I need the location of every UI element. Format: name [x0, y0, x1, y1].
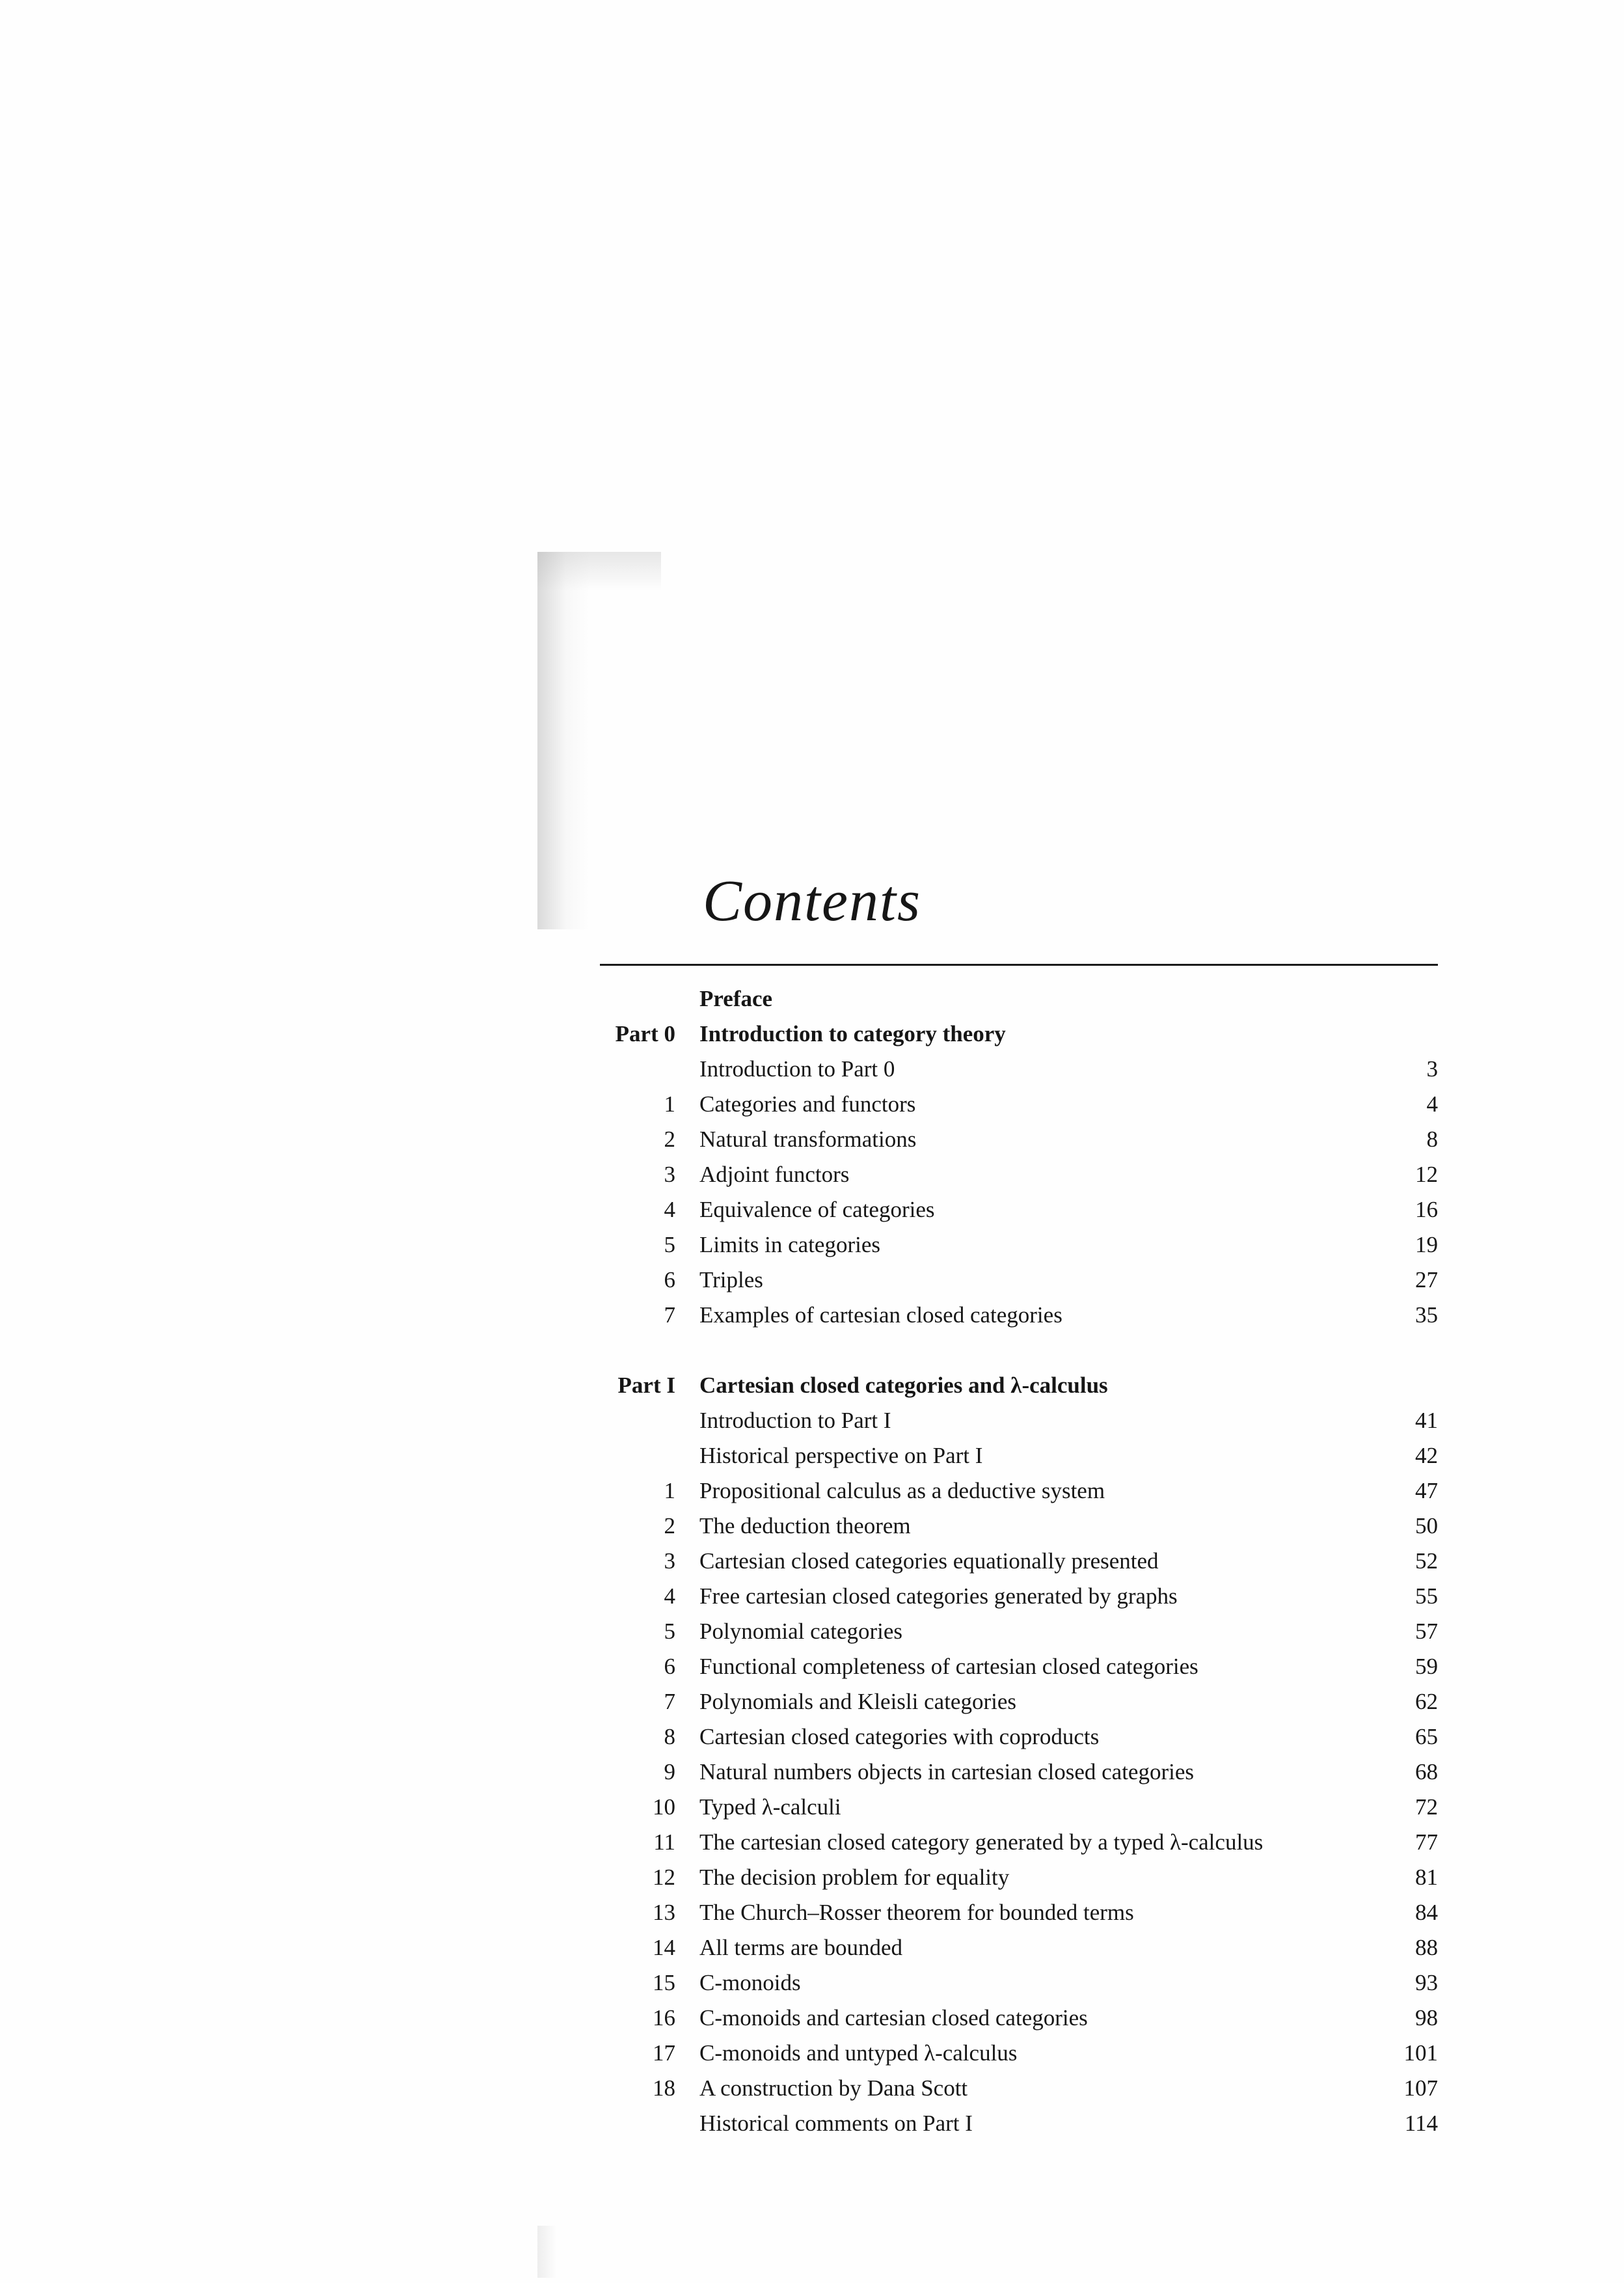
toc-entry-title: The cartesian closed category generated by a typed λ-calculus [699, 1829, 1264, 1855]
toc-entry-number: 4 [664, 1197, 675, 1222]
toc-entry-page: 72 [1415, 1794, 1438, 1820]
toc-part-heading [586, 1368, 1438, 1403]
toc-entry-page: 19 [1415, 1232, 1438, 1257]
toc-row [586, 1227, 1438, 1263]
toc-row [586, 1052, 1438, 1087]
toc-entry-number: 2 [664, 1127, 675, 1152]
toc-row [586, 1403, 1438, 1438]
toc-entry-page: 65 [1415, 1724, 1438, 1749]
toc-row [586, 1719, 1438, 1755]
toc-entry-page: 114 [1404, 2111, 1438, 2136]
part1-entries [586, 1403, 1438, 2141]
toc-entry-title: C-monoids [699, 1970, 801, 1995]
toc-entry-title: Preface [699, 986, 773, 1011]
toc-entry-title: Natural numbers objects in cartesian closed categories [699, 1759, 1194, 1784]
toc-entry-title: All terms are bounded [699, 1935, 902, 1960]
toc-entry-title: C-monoids and untyped λ-calculus [699, 2040, 1018, 2066]
toc-row [586, 1579, 1438, 1614]
toc-entry-page: 55 [1415, 1583, 1438, 1609]
toc-entry-title: Examples of cartesian closed categories [699, 1302, 1062, 1328]
toc-row [586, 2001, 1438, 2036]
toc-row [586, 1263, 1438, 1298]
toc-row [586, 1614, 1438, 1649]
toc-entry-title: Cartesian closed categories equationally presented [699, 1548, 1159, 1574]
toc-entry-page: 57 [1415, 1619, 1438, 1644]
toc-entry-title: Free cartesian closed categories generated by graphs [699, 1583, 1178, 1609]
toc-row [586, 1755, 1438, 1790]
toc-entry-page: 107 [1403, 2075, 1438, 2101]
toc-entry-number: 11 [653, 1829, 675, 1855]
toc-row [586, 1473, 1438, 1509]
toc-row [586, 2071, 1438, 2106]
toc-entry-title: Limits in categories [699, 1232, 880, 1257]
toc-entry-title: Polynomials and Kleisli categories [699, 1689, 1016, 1714]
toc-entry-page: 84 [1415, 1900, 1438, 1925]
toc-entry-title: Cartesian closed categories with coproducts [699, 1724, 1100, 1749]
toc-entry-page: 35 [1415, 1302, 1438, 1328]
toc-entry-title: Equivalence of categories [699, 1197, 935, 1222]
toc-entry-number: 13 [653, 1900, 675, 1925]
toc-entry-page: 50 [1415, 1513, 1438, 1538]
toc-entry-number: 14 [653, 1935, 675, 1960]
title-rule [600, 964, 1438, 966]
toc-row [586, 1122, 1438, 1157]
toc-entry-page: 68 [1415, 1759, 1438, 1784]
toc-row [586, 1790, 1438, 1825]
toc-entry-title: C-monoids and cartesian closed categories [699, 2005, 1088, 2030]
part-spacer [586, 1333, 1438, 1368]
toc-entry-page: 101 [1403, 2040, 1438, 2066]
toc-entry-page: 88 [1415, 1935, 1438, 1960]
toc-row [586, 2106, 1438, 2141]
table-of-contents [586, 981, 1438, 2141]
toc-entry-title: Polynomial categories [699, 1619, 903, 1644]
toc-entry-number: 15 [653, 1970, 675, 1995]
toc-entry-number: 4 [664, 1583, 675, 1609]
part-label: Part 0 [615, 1021, 675, 1046]
toc-entry-page: 93 [1415, 1970, 1438, 1995]
toc-row-preface [586, 981, 1438, 1017]
toc-entry-page: 81 [1415, 1865, 1438, 1890]
part-title: Cartesian closed categories and λ-calculus [699, 1373, 1108, 1398]
toc-entry-page: 8 [1426, 1127, 1438, 1152]
toc-entry-number: 5 [664, 1232, 675, 1257]
toc-part-heading [586, 1017, 1438, 1052]
toc-entry-title: The deduction theorem [699, 1513, 911, 1538]
part-title: Introduction to category theory [699, 1021, 1006, 1046]
toc-entry-page: 62 [1415, 1689, 1438, 1714]
toc-entry-number: 16 [653, 2005, 675, 2030]
toc-row [586, 1930, 1438, 1965]
toc-entry-title: The decision problem for equality [699, 1865, 1010, 1890]
toc-entry-title: Adjoint functors [699, 1162, 850, 1187]
toc-row [586, 1544, 1438, 1579]
toc-row [586, 1192, 1438, 1227]
toc-row [586, 1087, 1438, 1122]
toc-entry-page: 77 [1415, 1829, 1438, 1855]
toc-entry-number: 12 [653, 1865, 675, 1890]
toc-entry-number: 1 [664, 1478, 675, 1503]
toc-entry-number: 8 [664, 1724, 675, 1749]
toc-row [586, 1649, 1438, 1684]
toc-row [586, 1825, 1438, 1860]
toc-entry-page: 59 [1415, 1654, 1438, 1679]
toc-entry-number: 6 [664, 1654, 675, 1679]
toc-entry-title: Functional completeness of cartesian closed categories [699, 1654, 1198, 1679]
toc-entry-number: 2 [664, 1513, 675, 1538]
toc-entry-page: 47 [1415, 1478, 1438, 1503]
page-title: Contents [703, 869, 922, 933]
scan-shadow-bottom [537, 2226, 557, 2278]
part0-entries [586, 1052, 1438, 1333]
toc-entry-number: 7 [664, 1302, 675, 1328]
toc-entry-number: 7 [664, 1689, 675, 1714]
toc-entry-page: 4 [1426, 1091, 1438, 1117]
toc-entry-page: 52 [1415, 1548, 1438, 1574]
toc-entry-number: 9 [664, 1759, 675, 1784]
toc-entry-title: Historical comments on Part I [699, 2111, 973, 2136]
toc-entry-title: A construction by Dana Scott [699, 2075, 968, 2101]
toc-entry-page: 42 [1415, 1443, 1438, 1468]
toc-entry-number: 3 [664, 1548, 675, 1574]
toc-entry-number: 3 [664, 1162, 675, 1187]
toc-entry-title: Natural transformations [699, 1127, 917, 1152]
toc-entry-page: 41 [1415, 1408, 1438, 1433]
toc-entry-title: Introduction to Part 0 [699, 1056, 895, 1082]
toc-row [586, 1965, 1438, 2001]
toc-entry-number: 17 [653, 2040, 675, 2066]
part-label: Part I [617, 1373, 675, 1398]
toc-entry-page: 98 [1415, 2005, 1438, 2030]
toc-entry-title: Introduction to Part I [699, 1408, 891, 1433]
toc-entry-title: Categories and functors [699, 1091, 916, 1117]
toc-entry-title: Typed λ-calculi [699, 1794, 841, 1820]
toc-entry-page: 16 [1415, 1197, 1438, 1222]
toc-entry-title: Historical perspective on Part I [699, 1443, 983, 1468]
scan-shadow-top [537, 552, 661, 591]
toc-entry-title: Triples [699, 1267, 763, 1292]
toc-row [586, 1895, 1438, 1930]
toc-row [586, 1438, 1438, 1473]
toc-row [586, 1157, 1438, 1192]
toc-entry-title: The Church–Rosser theorem for bounded terms [699, 1900, 1134, 1925]
toc-row [586, 1860, 1438, 1895]
toc-entry-page: 27 [1415, 1267, 1438, 1292]
toc-entry-page: 12 [1415, 1162, 1438, 1187]
toc-entry-number: 5 [664, 1619, 675, 1644]
toc-entry-page: 3 [1426, 1056, 1438, 1082]
toc-row [586, 1298, 1438, 1333]
toc-row [586, 1684, 1438, 1719]
toc-row [586, 1509, 1438, 1544]
scan-shadow [537, 552, 589, 929]
toc-entry-number: 10 [653, 1794, 675, 1820]
toc-entry-number: 1 [664, 1091, 675, 1117]
toc-row [586, 2036, 1438, 2071]
toc-entry-title: Propositional calculus as a deductive system [699, 1478, 1105, 1503]
toc-entry-number: 6 [664, 1267, 675, 1292]
toc-entry-number: 18 [653, 2075, 675, 2101]
